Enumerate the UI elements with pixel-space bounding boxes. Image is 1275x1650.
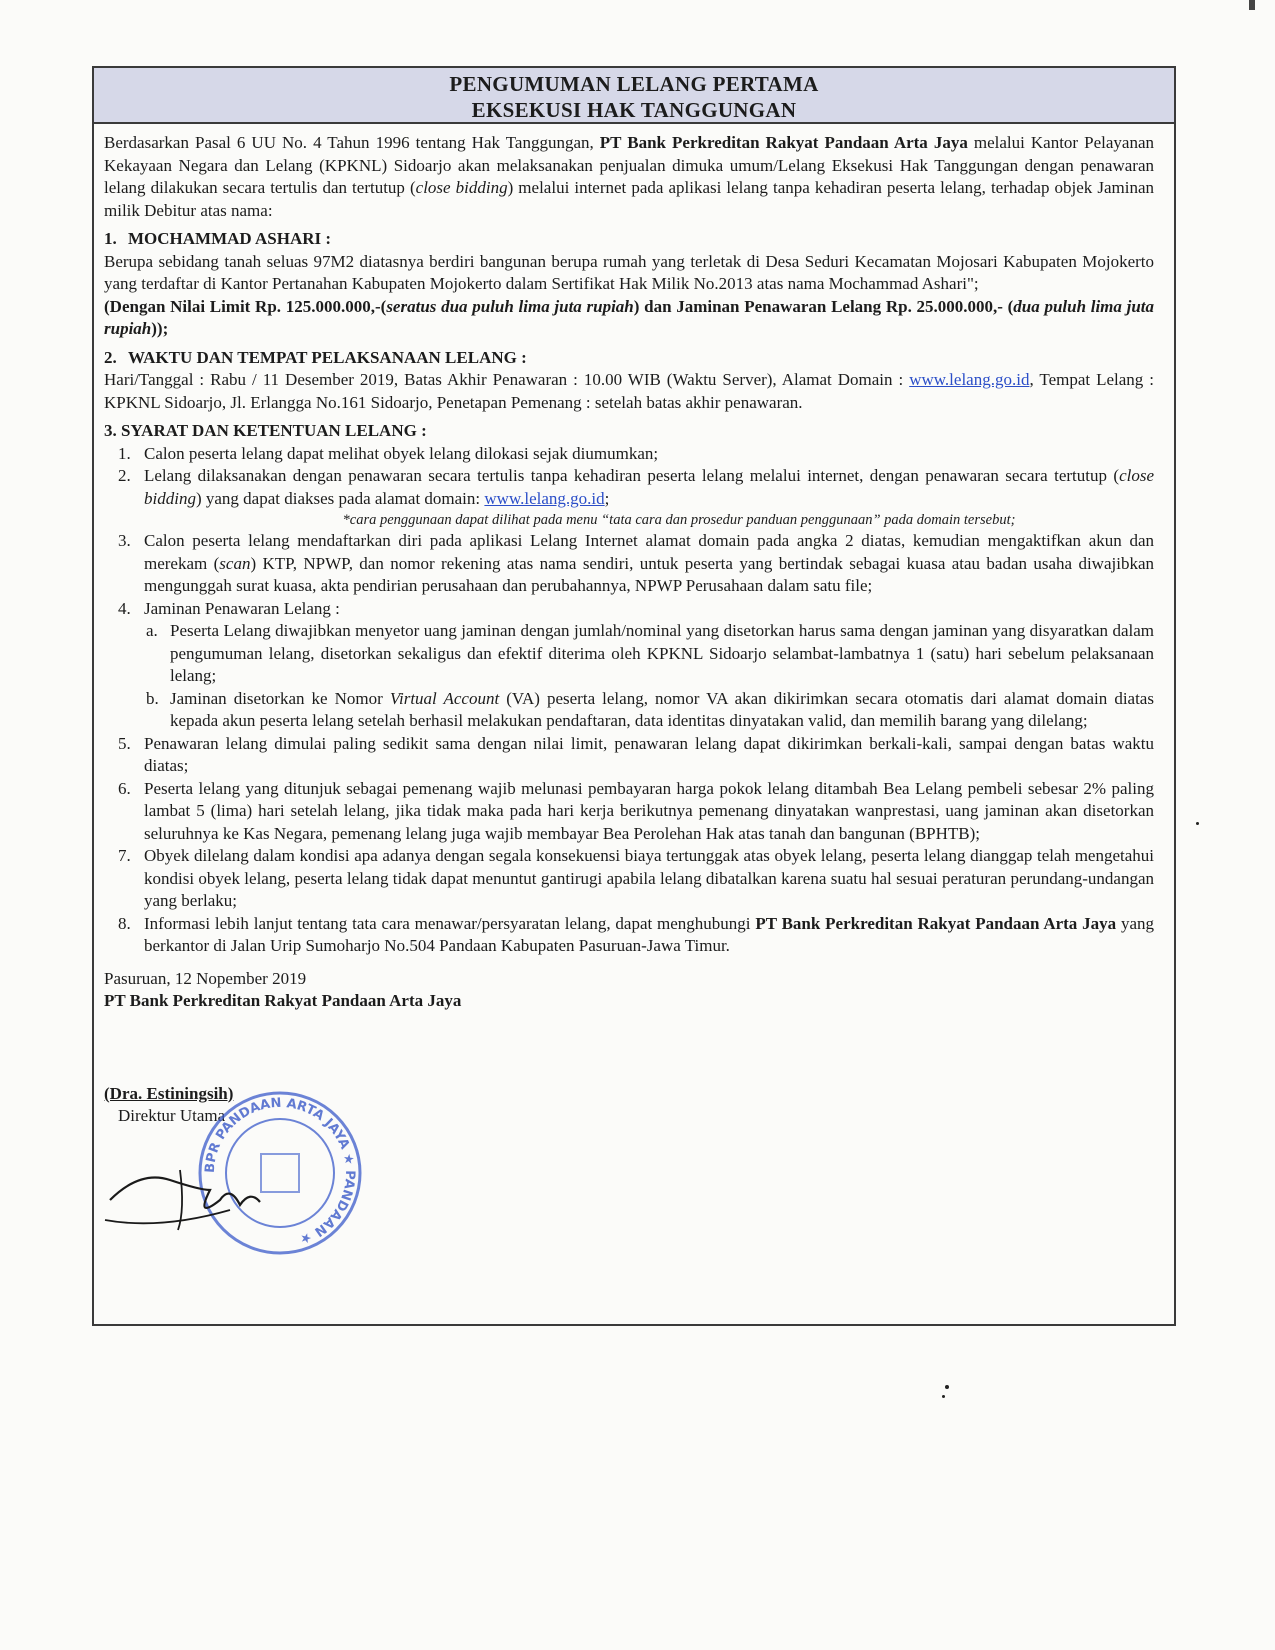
scan-edge-mark (1249, 0, 1255, 10)
term-item (104, 845, 1154, 913)
term-text: Peserta lelang yang ditunjuk sebagai pemenang wajib melunasi pembayaran harga pokok lelang ditambah Bea Lelang pembeli sebesar 2% paling lambat 5 (lima) hari setelah lelang, jika tidak maka pada hari kerja berikutnya pemenang dinyatakan wanprestasi, uang jaminan akan disetorkan seluruhnya ke Kas Negara, pemenang lelang juga wajib membayar Bea Perolehan Hak atas tanah dan bangunan (BPHTB); (144, 778, 1154, 843)
term-number: 4. (118, 598, 131, 618)
term-item (104, 913, 1154, 958)
usage-note: *cara penggunaan dapat dilihat pada menu “tata cara dan prosedur panduan penggunaan” pada domain tersebut; (342, 512, 1016, 528)
notice-body (104, 132, 1154, 1128)
scan-speck (942, 1395, 945, 1398)
section1-limit (104, 296, 1154, 341)
section2-text-a: Hari/Tanggal : Rabu / 11 Desember 2019, Batas Akhir Penawaran : 10.00 WIB (Waktu Server), Alamat Domain : (104, 370, 910, 389)
term-item (104, 778, 1154, 846)
limit-text-a: (Dengan Nilai Limit Rp. 125.000.000,-( (104, 296, 387, 316)
term-item (104, 465, 1154, 530)
term-text: Informasi lebih lanjut tentang tata cara menawar/persyaratan lelang, dapat menghubungi (144, 913, 756, 933)
sub-text: (VA) peserta lelang, nomor VA akan dikirimkan secara otomatis dari alamat domain diatas kepada akun peserta lelang setelah berhasil melakukan pendaftaran, data identitas dinyatakan valid, dan memilih barang yang dilelang; (170, 688, 1154, 730)
limit-text-d: dua puluh lima juta rupiah (104, 296, 1155, 338)
intro-text-3: ) melalui internet pada aplikasi lelang tanpa kehadiran peserta lelang, terhadap objek Jaminan milik Debitur atas nama: (104, 178, 1154, 220)
term-text: Penawaran lelang dimulai paling sedikit sama dengan nilai limit, penawaran lelang dapat dikirimkan berkali-kali, sampai dengan batas waktu diatas; (144, 733, 1154, 775)
lelang-domain-link[interactable]: www.lelang.go.id (484, 488, 605, 508)
intro-close-bidding: close bidding (415, 178, 508, 197)
term-text: Jaminan Penawaran Lelang : (144, 598, 340, 618)
limit-text-b: seratus dua puluh lima juta rupiah (386, 296, 634, 316)
section3-heading: 3. SYARAT DAN KETENTUAN LELANG : (104, 421, 427, 440)
term-italic: close bidding (144, 466, 1154, 508)
term-text: Calon peserta lelang mendaftarkan diri pada aplikasi Lelang Internet alamat domain pada angka 2 diatas, kemudian mengaktifkan akun dan merekam ( (144, 531, 1154, 573)
signatory-name: (Dra. Estiningsih) (104, 1083, 234, 1103)
section1-description: Berupa sebidang tanah seluas 97M2 diatasnya berdiri bangunan berupa rumah yang terletak di Desa Seduri Kecamatan Mojosari Kabupaten Mojokerto yang terdaftar di Kantor Pertanahan Kabupaten Mojokerto dalam Sertifikat Hak Milik No.2013 atas nama Mochammad Ashari"; (104, 251, 1154, 293)
term-number: 1. (118, 443, 131, 463)
section2-text-b: , Tempat Lelang : KPKNL Sidoarjo, Jl. Erlangga No.161 Sidoarjo, Penetapan Pemenang : setelah batas akhir penawaran. (104, 370, 1154, 412)
intro-text-1: Berdasarkan Pasal 6 UU No. 4 Tahun 1996 tentang Hak Tanggungan, (104, 133, 600, 152)
term-text: ) yang dapat diakses pada alamat domain: (195, 488, 485, 508)
term-text: yang berkantor di Jalan Urip Sumoharjo No.504 Pandaan Kabupaten Pasuruan-Jawa Timur. (144, 913, 1155, 955)
term-item (104, 443, 1154, 466)
signing-company: PT Bank Perkreditan Rakyat Pandaan Arta Jaya (104, 991, 462, 1010)
limit-text-c: ) dan Jaminan Penawaran Lelang Rp. 25.000.000,- ( (633, 296, 1014, 316)
signatory-position: Direktur Utama (118, 1106, 226, 1125)
sub-item (144, 620, 1154, 688)
intro-text-2: melalui Kantor Pelayanan Kekayaan Negara dan Lelang (KPKNL) Sidoarjo akan melaksanakan penjualan dimuka umum/Lelang Eksekusi Hak Tanggungan dengan penawaran lelang dilakukan secara tertulis dan tertutup ( (104, 133, 1154, 197)
section1-heading (104, 228, 1154, 251)
sub-italic: Virtual Account (389, 688, 500, 708)
title-line-2: EKSEKUSI HAK TANGGUNGAN (471, 98, 797, 122)
term-item (104, 733, 1154, 778)
place-date: Pasuruan, 12 Nopember 2019 (104, 968, 307, 988)
section1-number: 1. (104, 229, 117, 248)
term-number: 3. (118, 531, 131, 550)
term-text: Obyek dilelang dalam kondisi apa adanya dengan segala konsekuensi biaya tertunggak atas obyek lelang, peserta lelang dianggap telah mengetahui kondisi obyek lelang, peserta lelang tidak dapat menuntut gantirugi apabila lelang dibatalkan karena suatu hal sesuai peraturan perundang-undangan yang berlaku; (144, 846, 1154, 910)
term-number: 2. (118, 466, 131, 485)
term-italic: scan (219, 553, 251, 573)
term-number: 7. (118, 846, 131, 865)
section1-title: MOCHAMMAD ASHARI : (128, 229, 332, 248)
guarantee-sublist (144, 620, 1154, 733)
term-text: Calon peserta lelang dapat melihat obyek lelang dilokasi sejak diumumkan; (144, 443, 659, 463)
terms-list (104, 443, 1154, 958)
term-text: Lelang dilaksanakan dengan penawaran secara tertulis tanpa kehadiran peserta lelang melalui internet, dengan penawaran secara tertutup ( (144, 466, 1120, 485)
term-text: ) KTP, NPWP, dan nomor rekening atas nama sendiri, untuk peserta yang bertindak sebagai kuasa atau badan usaha diwajibkan mengunggah surat kuasa, akta pendirian perusahaan dan perubahannya, NPWP Perusahaan dalam satu file; (144, 553, 1154, 595)
term-number: 5. (118, 733, 131, 753)
stamp-text: BPR PANDAAN ARTA JAYA ★ PANDAAN ★ (202, 1095, 358, 1247)
sub-text: Jaminan disetorkan ke Nomor (170, 688, 390, 708)
handwritten-signature (100, 1130, 300, 1250)
section2-heading (104, 347, 1154, 370)
sub-marker: b. (146, 688, 159, 708)
scan-speck (1196, 822, 1199, 825)
intro-bank-name: PT Bank Perkreditan Rakyat Pandaan Arta Jaya (599, 133, 968, 152)
sub-item (144, 688, 1154, 733)
notice-title-box (94, 68, 1174, 124)
limit-text-e: )); (151, 319, 169, 338)
term-number: 8. (118, 913, 131, 933)
title-line-1: PENGUMUMAN LELANG PERTAMA (449, 72, 819, 96)
term-bank-name: PT Bank Perkreditan Rakyat Pandaan Arta Jaya (755, 913, 1117, 933)
intro-paragraph (104, 132, 1154, 222)
lelang-domain-link[interactable]: www.lelang.go.id (909, 370, 1030, 389)
section2-title: WAKTU DAN TEMPAT PELAKSANAAN LELANG : (128, 347, 527, 367)
term-text: ; (604, 488, 610, 508)
term-item (104, 598, 1154, 733)
term-number: 6. (118, 778, 131, 798)
sub-text: Peserta Lelang diwajibkan menyetor uang jaminan dengan jumlah/nominal yang disetorkan harus sama dengan jaminan yang disyaratkan dalam pengumuman lelang, disetorkan sekaligus dan efektif diterima oleh KPKNL Sidoarjo selambat-lambatnya 1 (satu) hari sebelum pelaksanaan lelang; (170, 621, 1154, 685)
scan-speck (945, 1385, 949, 1389)
section2-description (104, 369, 1154, 414)
section2-number: 2. (104, 347, 117, 367)
term-item (104, 530, 1154, 598)
sub-marker: a. (146, 621, 158, 640)
